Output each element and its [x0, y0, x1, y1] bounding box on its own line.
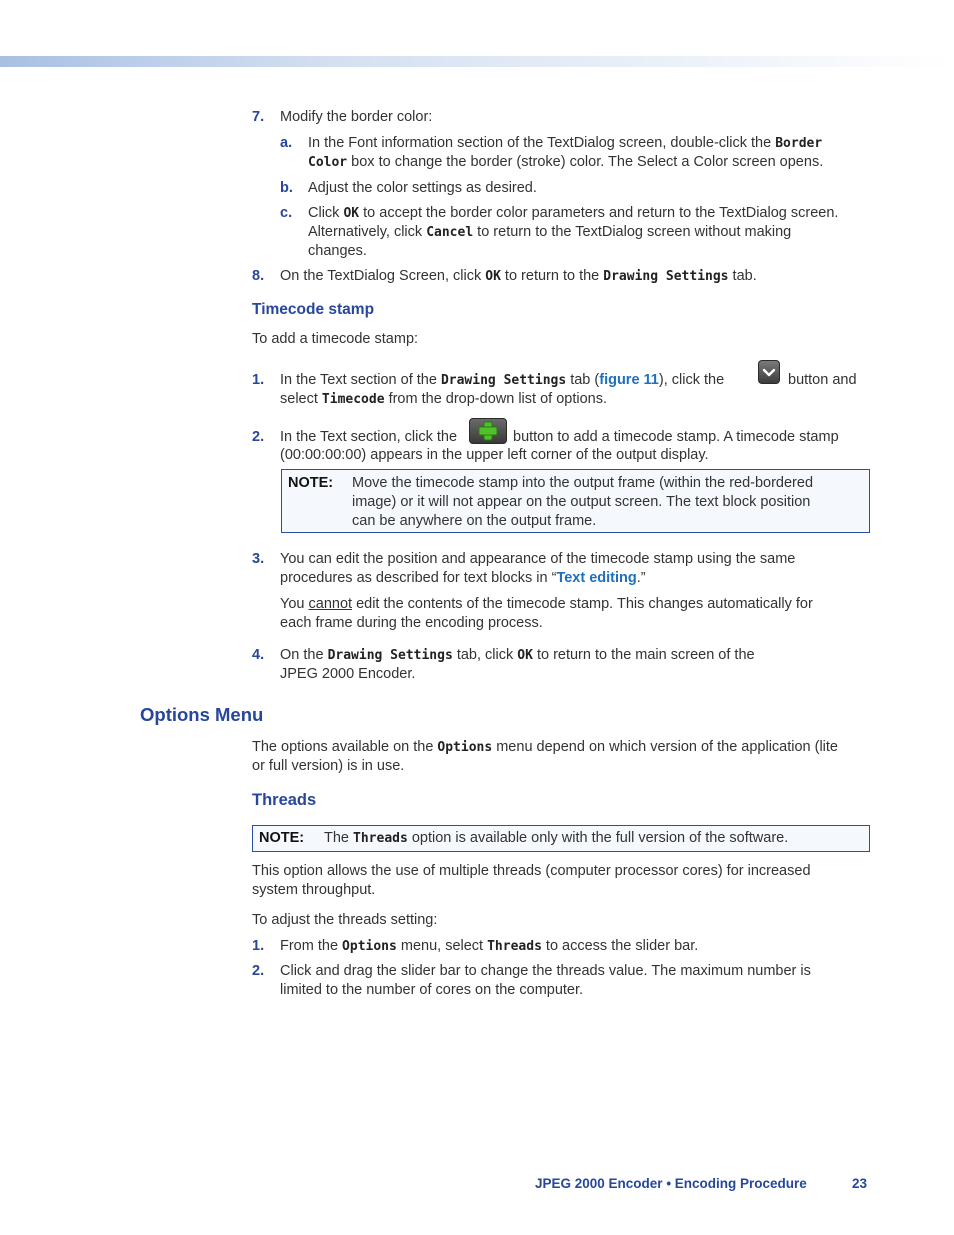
dropdown-button — [758, 360, 780, 384]
step-text: Modify the border color: — [280, 109, 433, 125]
text-editing-link[interactable]: Text editing — [556, 570, 637, 586]
step-number: 2. — [252, 963, 265, 979]
intro-text: To add a timecode stamp: — [252, 331, 419, 347]
substep-b: Adjust the color settings as desired. — [308, 180, 537, 196]
paragraph: This option allows the use of multiple threads (computer processor cores) for increased system throughput. — [252, 863, 811, 898]
step-number: 1. — [252, 372, 265, 388]
step-number: 8. — [252, 268, 265, 284]
step-text: You can edit the position and appearance of the timecode stamp using the same procedures as described for text blocks in “Text editing.” — [280, 551, 796, 586]
paragraph: To adjust the threads setting: — [252, 912, 438, 928]
note-text: Move the timecode stamp into the output frame (within the red-bordered image) or it will not appear on the output screen. The text block position can be anywhere on the output frame. — [352, 475, 814, 529]
chevron-down-icon — [759, 361, 779, 383]
note-box — [252, 825, 870, 852]
step-text-line2: (00:00:00:00) appears in the upper left corner of the output display. — [280, 447, 709, 463]
substep-label: a. — [280, 135, 293, 151]
step-text: On the TextDialog Screen, click OK to return to the Drawing Settings tab. — [280, 268, 757, 284]
step-number: 4. — [252, 647, 265, 663]
figure-link[interactable]: figure 11 — [599, 372, 659, 388]
step-text-cont: button to add a timecode stamp. A timecode stamp — [513, 429, 839, 445]
note-text: The Threads option is available only with the full version of the software. — [324, 830, 789, 846]
note-label: NOTE: — [288, 475, 334, 491]
section-heading: Options Menu — [140, 704, 264, 725]
note-box — [281, 469, 870, 533]
paragraph: The options available on the Options menu depend on which version of the application (lite or full version) is in use. — [252, 739, 839, 774]
substep-c: Click OK to accept the border color parameters and return to the TextDialog screen. Alternatively, click Cancel to return to the TextDialog screen without making changes. — [308, 205, 839, 259]
add-timecode-button — [469, 418, 507, 444]
page-number: 23 — [852, 1176, 868, 1191]
header-gradient-bar — [0, 56, 954, 67]
step-number: 3. — [252, 551, 265, 567]
step-text: In the Text section, click the — [280, 429, 458, 445]
subsection-heading: Threads — [252, 791, 317, 809]
step-text-line2: select Timecode from the drop-down list of options. — [280, 391, 607, 407]
step-text: In the Text section of the Drawing Settings tab (figure 11), click the — [280, 372, 725, 388]
step-number: 1. — [252, 938, 265, 954]
step-text: Click and drag the slider bar to change the threads value. The maximum number is limited to the number of cores on the computer. — [280, 963, 811, 998]
step-paragraph: You cannot edit the contents of the timecode stamp. This changes automatically for each frame during the encoding process. — [280, 596, 813, 631]
step-text-cont: button and — [788, 372, 857, 388]
substep-label: c. — [280, 205, 293, 221]
step-number: 2. — [252, 429, 265, 445]
note-label: NOTE: — [259, 830, 305, 846]
section-heading: Timecode stamp — [252, 301, 375, 318]
substep-label: b. — [280, 180, 293, 196]
step-number: 7. — [252, 109, 265, 125]
footer-title: JPEG 2000 Encoder • Encoding Procedure — [535, 1176, 807, 1191]
plus-icon — [470, 419, 506, 443]
step-text: On the Drawing Settings tab, click OK to return to the main screen of the JPEG 2000 Encoder. — [280, 647, 755, 682]
substep-a: In the Font information section of the TextDialog screen, double-click the Border Color box to change the border (stroke) color. The Select a Color screen opens. — [308, 135, 824, 170]
step-text: From the Options menu, select Threads to access the slider bar. — [280, 938, 699, 954]
